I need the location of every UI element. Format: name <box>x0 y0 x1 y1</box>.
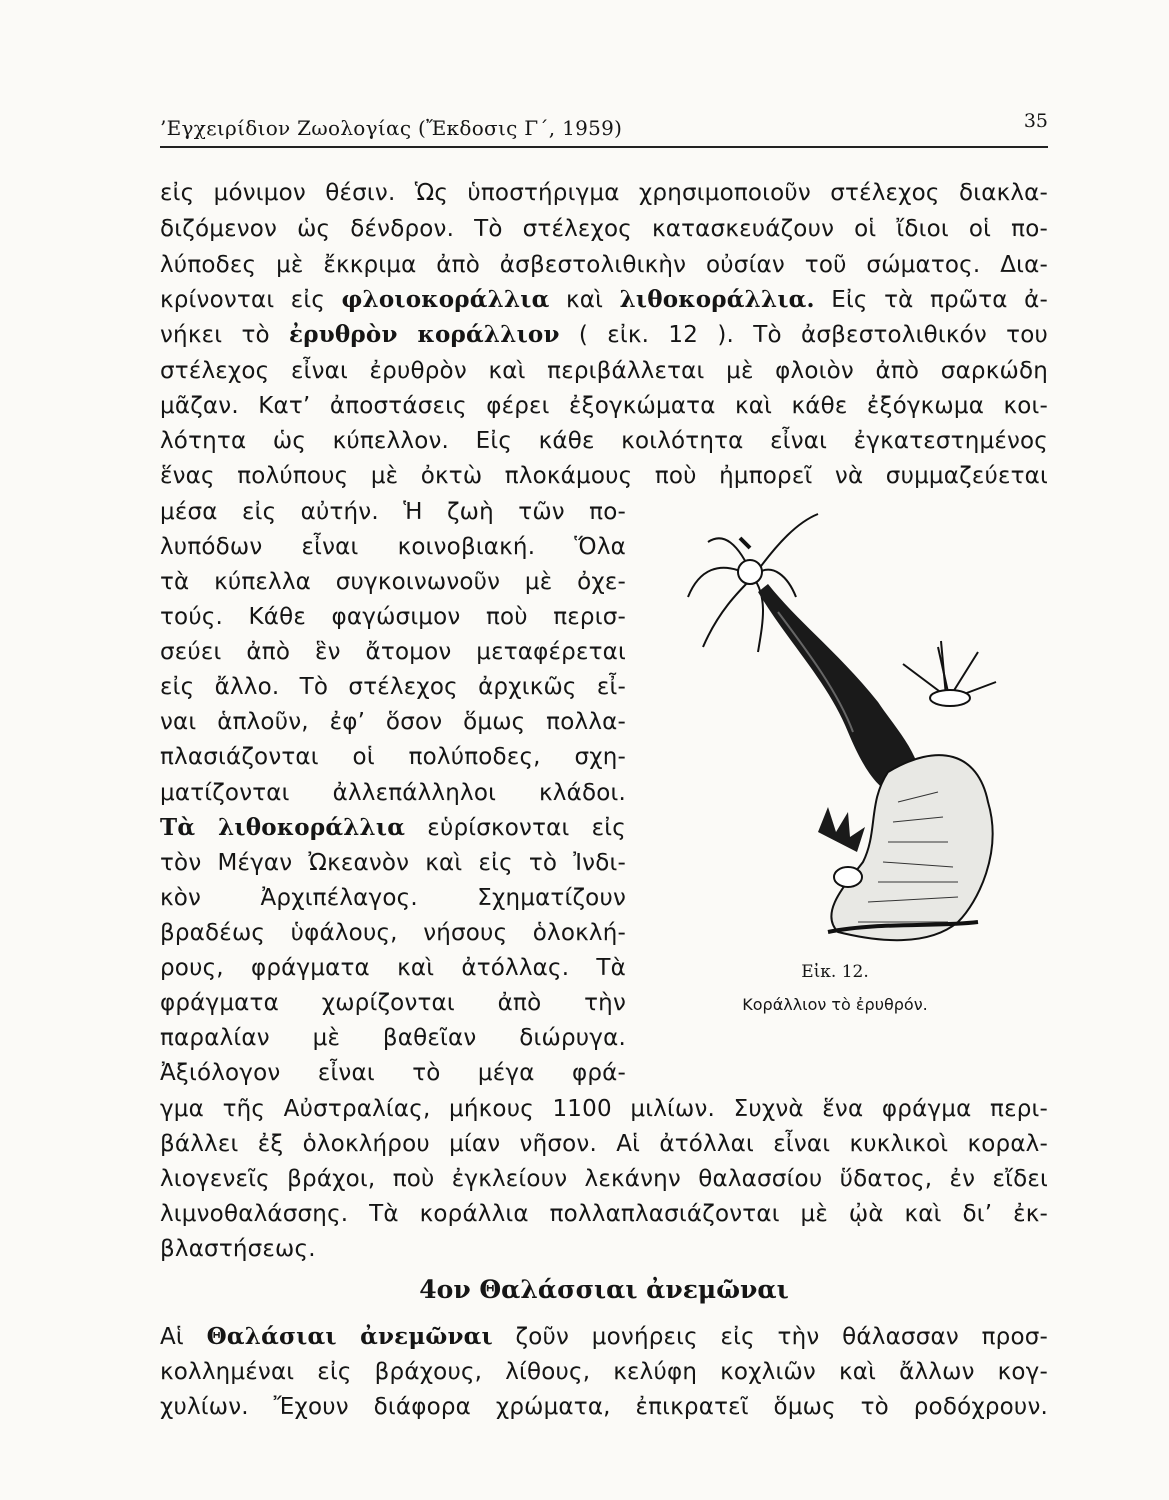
term-bold: ἐρυθρὸν κοράλλιον <box>289 321 560 348</box>
text-line: χυλίων. Ἔχουν διάφορα χρώματα, ἐπικρατεῖ ὅμως τὸ ροδόχρουν. <box>160 1394 1048 1420</box>
text-line: λότητα ὡς κύπελλον. Εἰς κάθε κοιλότητα εἶναι ἐγκατεστημένος <box>160 428 1048 454</box>
text-line: κολλημέναι εἰς βράχους, λίθους, κελύφη κοχλιῶν καὶ ἄλλων κογ- <box>160 1359 1048 1385</box>
text-line: βλαστήσεως. <box>160 1236 316 1262</box>
term-bold: Τὰ λιθοκοράλλια <box>160 814 406 841</box>
text-line: μέσα εἰς αὐτήν. Ἡ ζωὴ τῶν πο- <box>160 499 626 525</box>
coral-illustration <box>678 502 1008 962</box>
figure-number: Εἰκ. 12. <box>801 962 869 982</box>
text-line: Τὰ λιθοκοράλλια εὑρίσκονται εἰς <box>160 814 626 841</box>
running-header <box>160 110 1048 148</box>
text-line: κρίνονται εἰς φλοιοκοράλλια καὶ λιθοκοράλλια. Εἰς τὰ πρῶτα ἀ- <box>160 286 1048 313</box>
term-bold: φλοιοκοράλλια <box>341 286 550 313</box>
text-line: παραλίαν μὲ βαθεῖαν διώρυγα. <box>160 1025 626 1051</box>
term-bold: λιθοκοράλλια. <box>619 286 815 313</box>
text-line: διζόμενον ὡς δένδρον. Τὸ στέλεχος κατασκευάζουν οἱ ἴδιοι οἱ πο- <box>160 216 1048 242</box>
text-line: λιογενεῖς βράχοι, ποὺ ἐγκλείουν λεκάνην θαλασσίου ὕδατος, ἐν εἴδει <box>160 1166 1048 1192</box>
text-line: λυπόδων εἶναι κοινοβιακή. Ὅλα <box>160 534 626 560</box>
text-line: φράγματα χωρίζονται ἀπὸ τὴν <box>160 990 626 1016</box>
text-line: ματίζονται ἀλλεπάλληλοι κλάδοι. <box>160 780 626 806</box>
text-line: λιμνοθαλάσσης. Τὰ κοράλλια πολλαπλασιάζονται μὲ ᾠὰ καὶ δι’ ἐκ- <box>160 1201 1048 1227</box>
text-line: Ἀξιόλογον εἶναι τὸ μέγα φρά- <box>160 1060 626 1086</box>
text-line: ναι ἁπλοῦν, ἐφ’ ὅσον ὅμως πολλα- <box>160 709 626 735</box>
page-number: 35 <box>1023 110 1048 132</box>
text-line: λύποδες μὲ ἔκκριμα ἀπὸ ἀσβεστολιθικὴν οὐσίαν τοῦ σώματος. Δια- <box>160 252 1048 278</box>
text-line: πλασιάζονται οἱ πολύποδες, σχη- <box>160 744 626 770</box>
text-line: τούς. Κάθε φαγώσιμον ποὺ περισ- <box>160 604 626 630</box>
text-line: τὰ κύπελλα συγκοινωνοῦν μὲ ὀχε- <box>160 569 626 595</box>
book-title: ’Εγχειρίδιον Ζωολογίας (Ἔκδοσις Γ΄, 1959) <box>160 116 623 140</box>
text-line: ἕνας πολύπους μὲ ὀκτὼ πλοκάμους ποὺ ἠμπορεῖ νὰ συμμαζεύεται <box>160 463 1048 489</box>
text-line: μᾶζαν. Κατ’ ἀποστάσεις φέρει ἐξογκώματα καὶ κάθε ἐξόγκωμα κοι- <box>160 393 1048 419</box>
text-line: γμα τῆς Αὐστραλίας, μήκους 1100 μιλίων. Συχνὰ ἕνα φράγμα περι- <box>160 1096 1048 1122</box>
text-line: Αἱ Θαλάσιαι ἀνεμῶναι ζοῦν μονήρεις εἰς τὴν θάλασσαν προσ- <box>160 1323 1048 1350</box>
text-line: ρους, φράγματα καὶ ἀτόλλας. Τὰ <box>160 955 626 981</box>
text-line: νήκει τὸ ἐρυθρὸν κοράλλιον ( εἰκ. 12 ). Τὸ ἀσβεστολιθικόν του <box>160 321 1048 348</box>
text-line: εἰς μόνιμον θέσιν. Ὡς ὑποστήριγμα χρησιμοποιοῦν στέλεχος διακλα- <box>160 180 1048 206</box>
text-line: βραδέως ὑφάλους, νήσους ὁλοκλή- <box>160 920 626 946</box>
text-line: στέλεχος εἶναι ἐρυθρὸν καὶ περιβάλλεται μὲ φλοιὸν ἀπὸ σαρκώδη <box>160 358 1048 384</box>
section-heading: 4ον Θαλάσσιαι ἀνεμῶναι <box>419 1275 789 1304</box>
text-line: σεύει ἀπὸ ἓν ἄτομον μεταφέρεται <box>160 639 626 665</box>
text-line: εἰς ἄλλο. Τὸ στέλεχος ἀρχικῶς εἶ- <box>160 674 626 700</box>
term-bold: Θαλάσιαι ἀνεμῶναι <box>206 1323 493 1350</box>
text-line: τὸν Μέγαν Ὠκεανὸν καὶ εἰς τὸ Ἰνδι- <box>160 850 626 876</box>
figure-caption: Κοράλλιον τὸ ἐρυθρόν. <box>742 995 928 1014</box>
text-line: βάλλει ἐξ ὁλοκλήρου μίαν νῆσον. Αἱ ἀτόλλαι εἶναι κυκλικοὶ κοραλ- <box>160 1131 1048 1157</box>
text-line: κὸν Ἀρχιπέλαγος. Σχηματίζουν <box>160 885 626 911</box>
